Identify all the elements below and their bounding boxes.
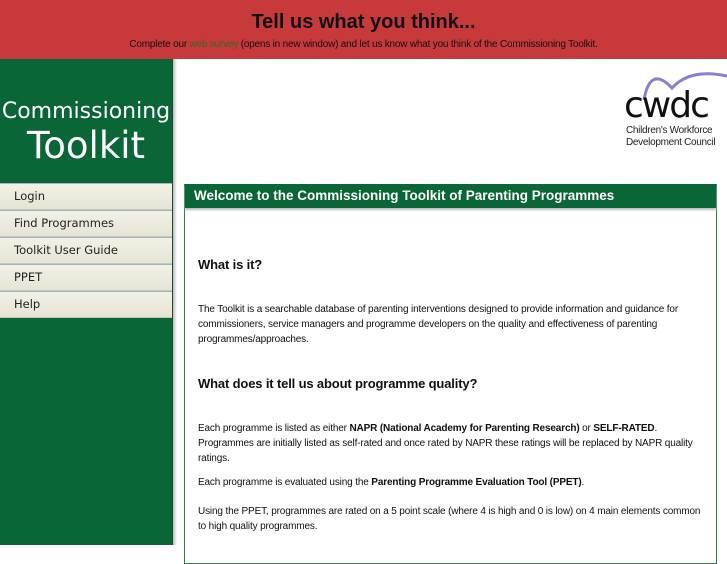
logo-line2: Development Council — [626, 137, 716, 148]
nav-help[interactable]: Help — [0, 291, 172, 318]
banner-text — [0, 39, 727, 50]
svg-text:cwdc: cwdc — [624, 85, 708, 122]
logo-subtitle — [626, 125, 715, 149]
banner-title: Tell us what you think... — [251, 11, 476, 33]
p2-rest: . Programmes are initially listed as self-rated and once rated by NAPR these ratings will be replaced by NAPR quality ratings. — [198, 423, 693, 464]
paragraph-scale: Using the PPET, programmes are rated on a 5 point scale (where 4 is high and 0 is low) on 4 main elements common to high quality programmes. — [198, 506, 701, 532]
heading-what-is-it: What is it? — [198, 257, 263, 272]
p2-or: or — [579, 423, 594, 434]
heading-programme-quality: What does it tell us about programme quality? — [198, 376, 478, 391]
web-survey-link[interactable]: web survey — [189, 39, 239, 50]
p3-ppet: Parenting Programme Evaluation Tool (PPET) — [371, 477, 582, 488]
p2-text: Each programme is listed as either — [198, 423, 350, 434]
nav-toolkit-user-guide[interactable]: Toolkit User Guide — [0, 237, 172, 264]
nav-login[interactable]: Login — [0, 183, 172, 210]
paragraph-rating-types — [198, 421, 708, 466]
paragraph-ppet — [198, 475, 708, 490]
brand-line2: Toolkit — [26, 124, 146, 167]
nav-ppet[interactable]: PPET — [0, 264, 172, 291]
sidebar-shadow — [173, 59, 177, 545]
logo-line1: Children's Workforce — [626, 125, 713, 136]
p2-napr: NAPR (National Academy for Parenting Research) — [349, 423, 580, 434]
sidebar — [0, 59, 173, 545]
nav-find-programmes[interactable]: Find Programmes — [0, 210, 172, 237]
panel-title: Welcome to the Commissioning Toolkit of Parenting Programmes — [185, 184, 716, 208]
cwdc-logo-mark — [620, 70, 727, 122]
cwdc-logo[interactable] — [620, 70, 727, 150]
feedback-banner — [0, 0, 727, 59]
paragraph-what-is-it: The Toolkit is a searchable database of parenting interventions designed to provide information and guidance for commissioners, service managers and programme developers on the quality and effectiveness of parenting programmes/approaches. — [198, 304, 679, 345]
site-logo[interactable] — [0, 99, 172, 167]
banner-text-before: Complete our — [129, 39, 190, 50]
p3-end: . — [581, 477, 585, 488]
p2-self-rated: SELF-RATED — [593, 423, 655, 434]
brand-line1: Commissioning — [1, 99, 171, 124]
welcome-panel — [184, 184, 717, 564]
banner-text-after: (opens in new window) and let us know what you think of the Commissioning Toolkit. — [238, 39, 598, 50]
main-nav — [0, 183, 172, 318]
p3-text: Each programme is evaluated using the — [198, 477, 372, 488]
